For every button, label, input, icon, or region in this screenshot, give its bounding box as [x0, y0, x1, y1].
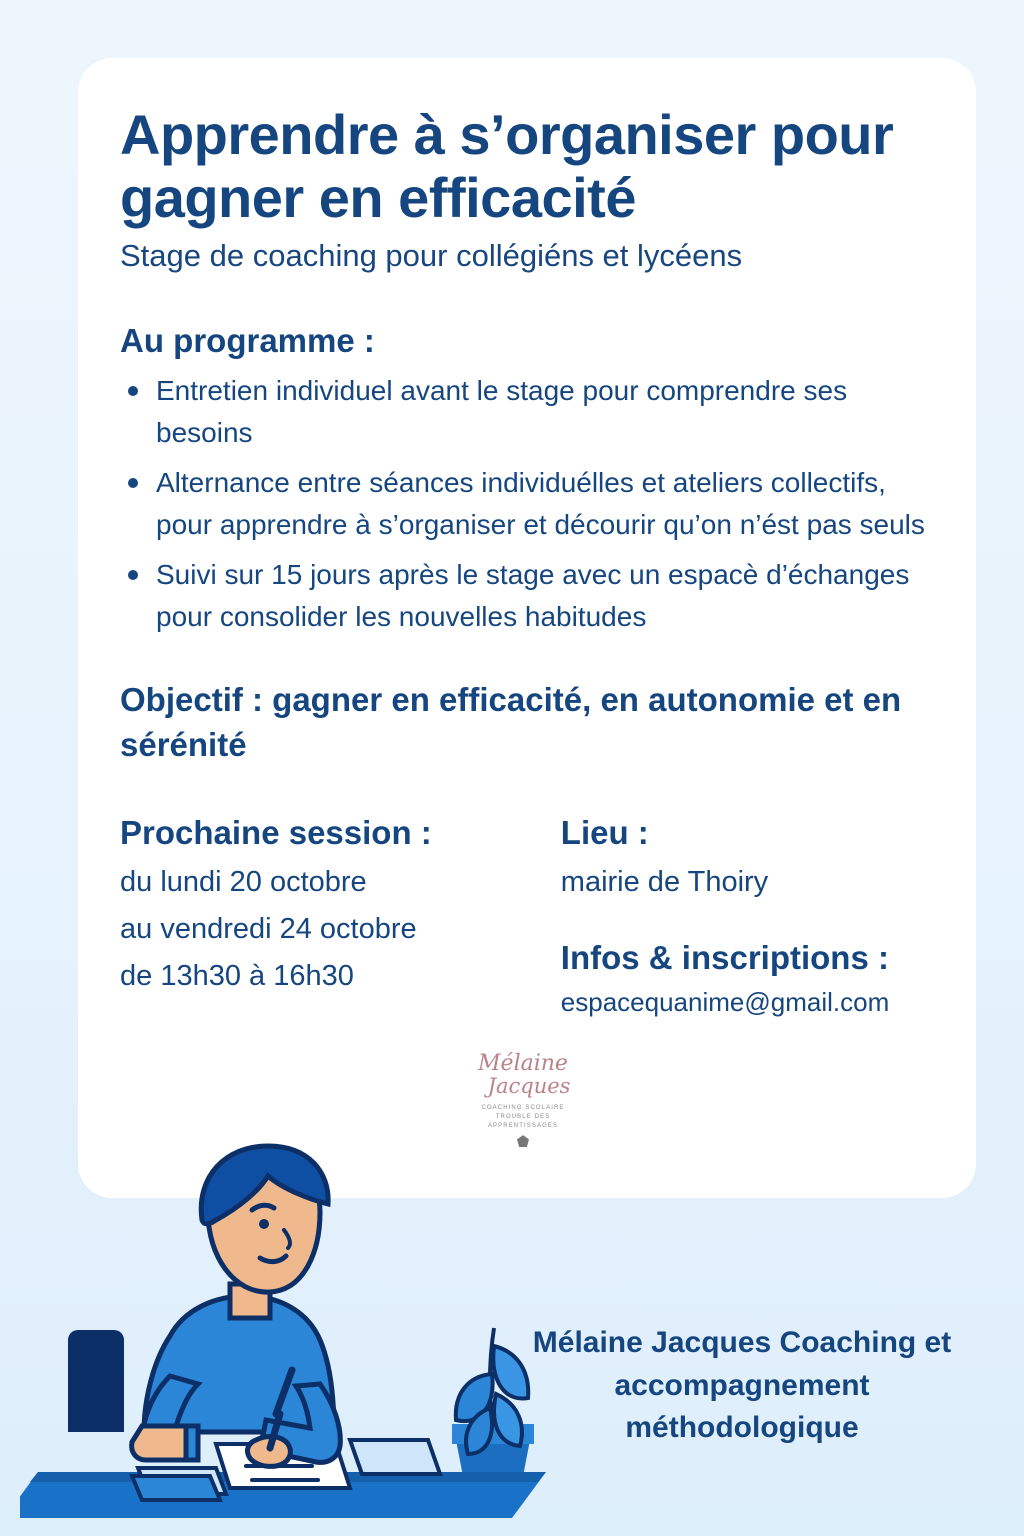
session-line-1: du lundi 20 octobre: [120, 865, 367, 898]
poster-content: [120, 104, 940, 1022]
program-list: [120, 370, 940, 638]
objective-text: Objectif : gagner en efficacité, en autonomie et en sérénité: [120, 681, 902, 763]
session-line-2: au vendredi 24 octobre: [120, 912, 417, 945]
page-title: Apprendre à s’organiser pour gagner en efficacité: [120, 103, 894, 229]
program-heading: Au programme :: [120, 322, 375, 360]
place-value: mairie de Thoiry: [560, 865, 769, 898]
brand-footer: Mélaine Jacques Coaching et accompagnement méthodologique: [532, 1326, 952, 1445]
session-line-3: de 13h30 à 16h30: [120, 959, 354, 992]
signature-name-line-2: Jacques: [487, 1074, 571, 1099]
list-item: Alternance entre séances individuélles et ateliers collectifs, pour apprendre à s’organiser et décourir qu’on n’ést pas seuls: [120, 462, 940, 546]
list-item: Entretien individuel avant le stage pour comprendre ses besoins: [120, 370, 940, 454]
contact-email: espacequanime@gmail.com: [560, 987, 890, 1018]
signature-caption: COACHING SCOLAIRE TROUBLE DES APPRENTISSAGES: [481, 1105, 565, 1130]
place-title: Lieu :: [560, 814, 649, 852]
session-block: [120, 813, 531, 1022]
session-title: Prochaine session :: [120, 814, 432, 852]
place-contact-block: [561, 813, 940, 1022]
list-item: Suivi sur 15 jours après le stage avec un espacè d’échanges pour consolider les nouvelles habitudes: [120, 554, 940, 638]
student-illustration: [20, 1088, 580, 1518]
signature-name-line-1: Mélaine: [478, 1051, 568, 1076]
contact-title: Infos & inscriptions :: [560, 938, 889, 976]
details-columns: [120, 813, 940, 1022]
spacer: [561, 906, 940, 938]
page-subtitle: Stage de coaching pour collégiéns et lycéens: [120, 238, 743, 274]
